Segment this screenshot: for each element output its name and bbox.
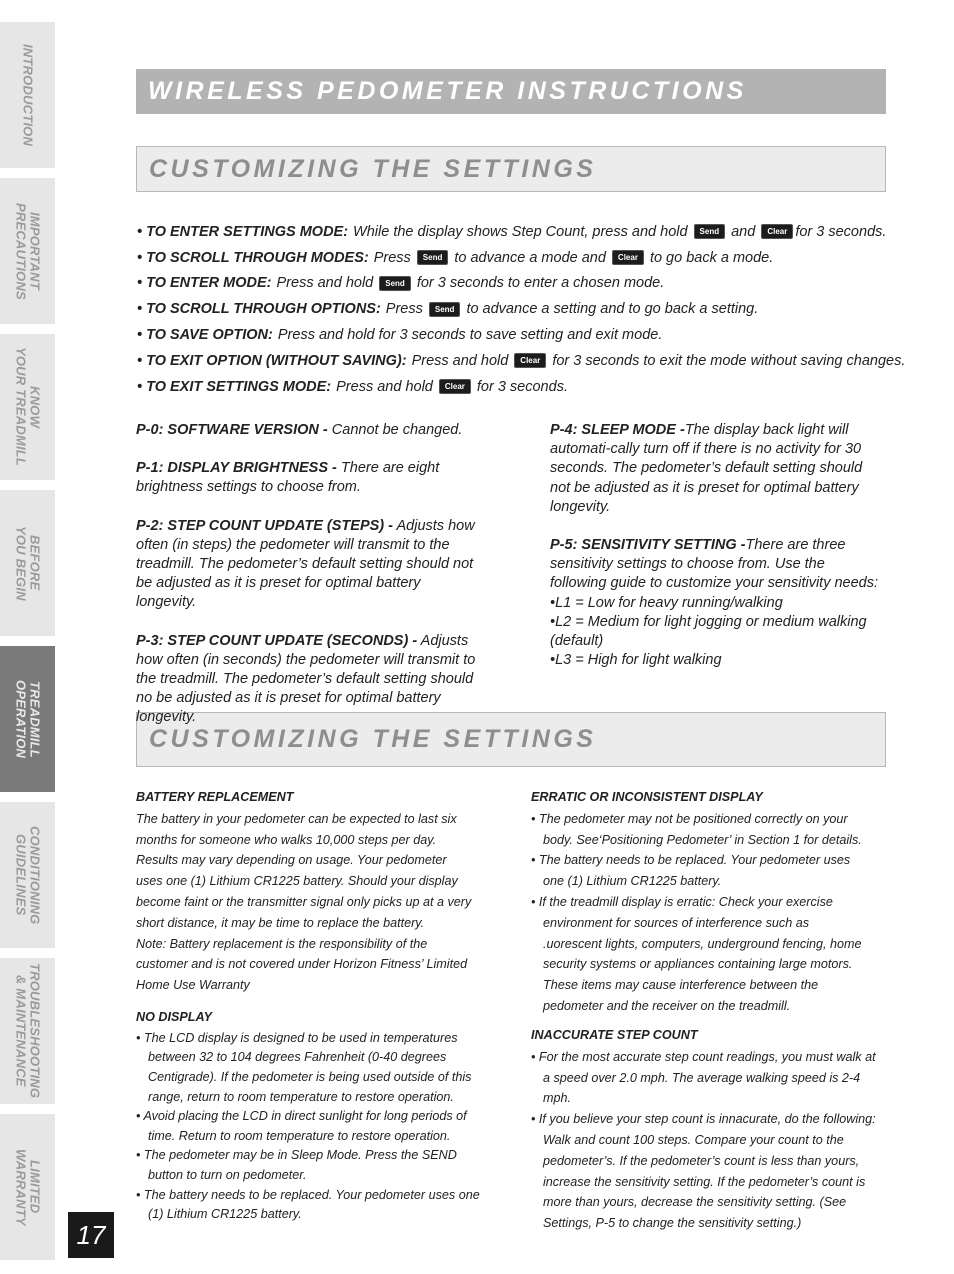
- tab-label: CONDITIONING GUIDELINES: [13, 825, 43, 925]
- battery-section: [136, 787, 476, 996]
- tab-conditioning-guidelines[interactable]: [0, 802, 55, 948]
- tab-before-you-begin[interactable]: [0, 490, 55, 636]
- list-item: • The pedometer may not be positioned correctly on your body. See‘Positioning Pedometer’ in Section 1 for details.: [531, 811, 862, 847]
- instruction-item: • TO ENTER MODE: Press and hold Send for 3 seconds to enter a chosen mode.: [137, 275, 665, 292]
- battery-note: Note: Battery replacement is the responsibility of the customer and is not covered under Horizon Fitness’ Limited Home Use Warranty: [136, 936, 468, 993]
- tab-label: IMPORTANT PRECAUTIONS: [13, 202, 43, 300]
- erratic-section: [531, 787, 871, 1017]
- battery-text: The battery in your pedometer can be expected to last six months for someone who walks 10,000 steps per day. Results may vary depending on usage. Your pedometer uses one (1) Lithium CR1225 battery. Should your display become faint or the transmitter signal only picks up at a very short distance, it may be time to replace the battery.: [136, 811, 472, 930]
- list-item: • For the most accurate step count readings, you must walk at a speed over 2.0 mph. The average walking speed is 2-4 mph.: [531, 1049, 876, 1106]
- instruction-item: • TO SCROLL THROUGH OPTIONS: Press Send to advance a setting and to go back a setting.: [137, 301, 759, 318]
- list-item: • The pedometer may be in Sleep Mode. Press the SEND button to turn on pedometer.: [136, 1148, 457, 1182]
- battery-heading: BATTERY REPLACEMENT: [136, 790, 294, 804]
- section-title: CUSTOMIZING THE SETTINGS: [149, 725, 597, 753]
- instruction-list: [137, 219, 906, 400]
- send-button-icon: Send: [417, 250, 449, 265]
- no-display-section: [136, 1007, 486, 1225]
- list-item: • If you believe your step count is innacurate, do the following: Walk and count 100 steps. Compare your count to the pedometer’s. If the pedometer’s count is less than yours, increase the sensitivity setting. If the pedometer’s count is more than yours, decrease the sensitivity setting. (See Settings, P-5 to change the sensitivity setting.): [531, 1112, 876, 1231]
- clear-button-icon: Clear: [761, 224, 793, 239]
- tab-label: BEFORE YOU BEGIN: [13, 525, 43, 601]
- page-number: 17: [68, 1212, 114, 1258]
- section-title: CUSTOMIZING THE SETTINGS: [149, 154, 597, 183]
- tab-label: INTRODUCTION: [20, 43, 36, 147]
- tab-label: KNOW YOUR TREADMILL: [13, 347, 43, 467]
- tab-label: TROUBLESHOOTING & MAINTENANCE: [13, 963, 43, 1099]
- tab-introduction[interactable]: [0, 22, 55, 168]
- erratic-heading: ERRATIC OR INCONSISTENT DISPLAY: [531, 790, 763, 804]
- clear-button-icon: Clear: [514, 353, 546, 368]
- list-item: • The battery needs to be replaced. Your pedometer uses one (1) Lithium CR1225 battery.: [531, 853, 851, 889]
- settings-right-column: [550, 421, 880, 670]
- setting-p1: P-1: DISPLAY BRIGHTNESS - There are eight brightness settings to choose from.: [136, 460, 440, 496]
- instruction-item: • TO EXIT SETTINGS MODE: Press and hold Clear for 3 seconds.: [137, 378, 568, 395]
- page-title: WIRELESS PEDOMETER INSTRUCTIONS: [148, 77, 747, 105]
- setting-p3: P-3: STEP COUNT UPDATE (SECONDS) - Adjusts how often (in seconds) the pedometer will transmit to the treadmill. The pedometer’s default setting should no be adjusted as it is preset for optimal battery longevity.: [136, 632, 476, 726]
- clear-button-icon: Clear: [612, 250, 644, 265]
- section-banner-1: [136, 146, 886, 192]
- send-button-icon: Send: [379, 276, 411, 291]
- tab-label: LIMITED WARRANTY: [13, 1148, 43, 1226]
- setting-p4: P-4: SLEEP MODE -The display back light will automati-cally turn off if there is no activity for 30 seconds. The pedometer’s default setting should not be adjusted as it is preset for optimal battery longevity.: [550, 422, 863, 515]
- settings-left-column: [136, 421, 478, 747]
- instruction-item: • TO ENTER SETTINGS MODE: While the display shows Step Count, press and hold Send and Clear for 3 seconds.: [137, 223, 887, 240]
- tab-limited-warranty[interactable]: [0, 1114, 55, 1260]
- page-title-banner: [136, 69, 886, 114]
- inaccurate-section: [531, 1025, 883, 1234]
- clear-button-icon: Clear: [439, 379, 471, 394]
- tab-treadmill-operation[interactable]: [0, 646, 55, 792]
- tab-important-precautions[interactable]: [0, 178, 55, 324]
- instruction-item: • TO SAVE OPTION: Press and hold for 3 seconds to save setting and exit mode.: [137, 327, 663, 344]
- tab-label: TREADMILL OPERATION: [13, 679, 43, 759]
- send-button-icon: Send: [429, 302, 461, 317]
- setting-p5: P-5: SENSITIVITY SETTING -There are three sensitivity settings to choose from. Use the following guide to customize your sensitivity needs:: [550, 537, 879, 592]
- inaccurate-heading: INACCURATE STEP COUNT: [531, 1028, 698, 1042]
- tab-troubleshooting-maintenance[interactable]: [0, 958, 55, 1104]
- sensitivity-level: •L1 = Low for heavy running/walking: [550, 594, 783, 611]
- list-item: • Avoid placing the LCD in direct sunlight for long periods of time. Return to room temperature to restore operation.: [136, 1109, 467, 1143]
- list-item: • If the treadmill display is erratic: Check your exercise environment for sources of interference such as .uorescent lights, computers, underground fencing, home security systems or appliances containing large motors. These items may cause interference between the pedometer and the receiver on the treadmill.: [531, 894, 862, 1013]
- send-button-icon: Send: [694, 224, 726, 239]
- sensitivity-level: •L3 = High for light walking: [550, 652, 722, 669]
- instruction-item: • TO EXIT OPTION (WITHOUT SAVING): Press and hold Clear for 3 seconds to exit the mode without saving changes.: [137, 352, 906, 369]
- tab-know-your-treadmill[interactable]: [0, 334, 55, 480]
- setting-p2: P-2: STEP COUNT UPDATE (STEPS) - Adjusts how often (in steps) the pedometer will transmit to the treadmill. The pedometer’s default setting should not be adjusted as it is preset for optimal battery longevity.: [136, 517, 475, 611]
- setting-p0: P-0: SOFTWARE VERSION - Cannot be changed.: [136, 422, 463, 438]
- list-item: • The LCD display is designed to be used in temperatures between 32 to 104 degrees Fahrenheit (0-40 degrees Centigrade). If the pedometer is being used outside of this range, return to room temperature to restore operation.: [136, 1030, 472, 1104]
- no-display-heading: NO DISPLAY: [136, 1010, 213, 1024]
- instruction-item: • TO SCROLL THROUGH MODES: Press Send to advance a mode and Clear to go back a mode.: [137, 249, 774, 266]
- list-item: • The battery needs to be replaced. Your pedometer uses one (1) Lithium CR1225 battery.: [136, 1187, 480, 1222]
- sensitivity-level: •L2 = Medium for light jogging or medium walking (default): [550, 613, 867, 650]
